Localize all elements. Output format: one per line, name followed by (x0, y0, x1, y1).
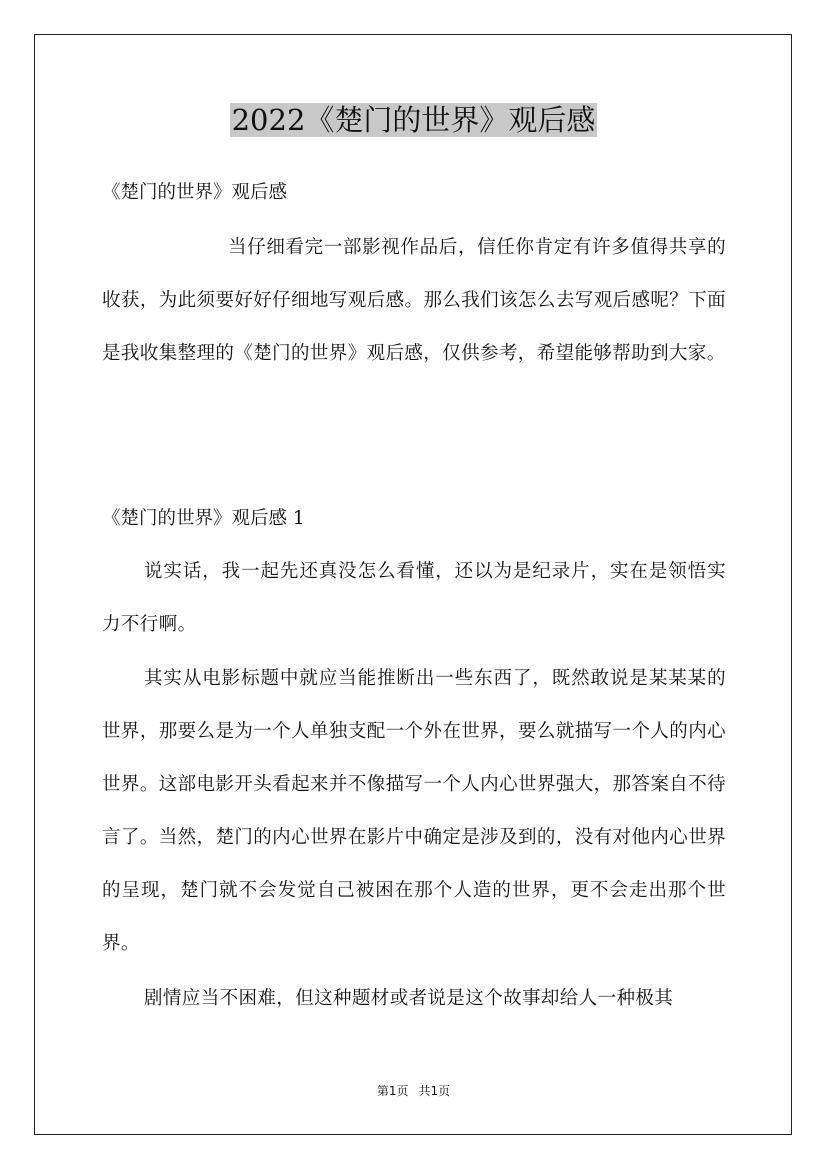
page-footer (0, 1083, 827, 1099)
body-paragraph-2: 其实从电影标题中就应当能推断出一些东西了，既然敢说是某某某的世界，那要么是为一个人单独支配一个外在世界，要么就描写一个人的内心世界。这部电影开头看起来并不像描写一个人内心世界强大，那答案自不待言了。当然，楚门的内心世界在影片中确定是涉及到的，没有对他内心世界的呈现，楚门就不会发觉自己被困在那个人造的世界，更不会走出那个世界。 (102, 668, 726, 954)
document-title-text: 2022《楚门的世界》观后感 (231, 103, 596, 137)
intro-heading: 《楚门的世界》观后感 (102, 182, 288, 203)
page-number: 第1页 (376, 1084, 409, 1098)
essay-heading: 《楚门的世界》观后感 1 (102, 508, 305, 529)
intro-paragraph: 当仔细看完一部影视作品后，信任你肯定有许多值得共享的收获，为此须要好好仔细地写观后感。那么我们该怎么去写观后感呢？下面是我收集整理的《楚门的世界》观后感，仅供参考，希望能够帮助到大家。 (102, 237, 726, 364)
body-paragraph-3: 剧情应当不困难，但这种题材或者说是这个故事却给人一种极其 (144, 988, 674, 1009)
document-title (0, 100, 827, 140)
body-paragraph-1: 说实话，我一起先还真没怎么看懂，还以为是纪录片，实在是领悟实力不行啊。 (102, 561, 726, 635)
page-total: 共1页 (418, 1084, 451, 1098)
